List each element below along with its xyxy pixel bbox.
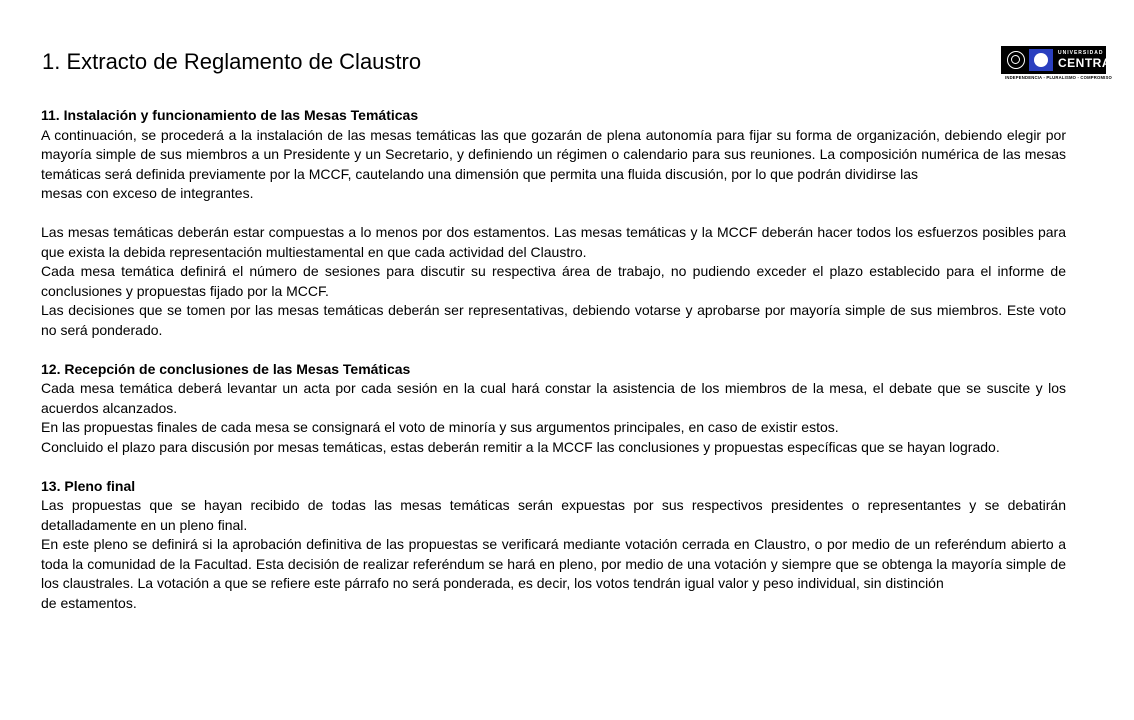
section-11-paragraph-4: Las decisiones que se tomen por las mesas temáticas deberán ser representativas, debiendo votarse y aprobarse por mayoría simple de sus miembros. Este voto no será ponderado. bbox=[41, 302, 1066, 338]
section-13-paragraph-1: Las propuestas que se hayan recibido de todas las mesas temáticas serán expuestas por sus respectivos presidentes o representantes y se debatirán detalladamente en un pleno final. bbox=[41, 497, 1066, 533]
globe-icon bbox=[1007, 51, 1025, 69]
document-body bbox=[41, 106, 1066, 613]
university-logo bbox=[1001, 46, 1119, 84]
section-11-heading: 11. Instalación y funcionamiento de las Mesas Temáticas bbox=[41, 107, 419, 123]
section-11-paragraph-1b: mesas con exceso de integrantes. bbox=[41, 185, 254, 201]
section-12-paragraph-3: Concluido el plazo para discusión por mesas temáticas, estas deberán remitir a la MCCF las conclusiones y propuestas específicas que se hayan logrado. bbox=[41, 438, 1000, 455]
spacer bbox=[41, 340, 1066, 360]
section-13-paragraph-2b: de estamentos. bbox=[41, 594, 137, 611]
section-12-paragraph-1: Cada mesa temática deberá levantar un acta por cada sesión en la cual hará constar la asistencia de los miembros de la mesa, el debate que se suscite y los acuerdos alcanzados. bbox=[41, 380, 1066, 416]
section-13-paragraph-2: En este pleno se definirá si la aprobación definitiva de las propuestas se verificará mediante votación cerrada en Claustro, o por medio de un referéndum abierto a toda la comunidad de la Facultad. Esta decisión de realizar referéndum se hará en pleno, por medio de una votación y siempre que se obtenga la mayoría simple de los claustrales. La votación a que se refiere este párrafo no será ponderada, es decir, los votos tendrán igual valor y peso individual, sin distinción bbox=[41, 536, 1066, 591]
logo-box bbox=[1001, 46, 1119, 74]
section-12-heading: 12. Recepción de conclusiones de las Mesas Temáticas bbox=[41, 360, 411, 377]
section-11-paragraph-1: A continuación, se procederá a la instalación de las mesas temáticas las que gozarán de plena autonomía para fijar su forma de organización, debiendo elegir por mayoría simple de sus miembros a un Presidente y un Secretario, y definiendo un régimen o calendario para sus reuniones. La composición numérica de las mesas temáticas será definida previamente por la MCCF, cautelando una dimensión que permita una fluida discusión, por lo que podrán dividirse las bbox=[41, 126, 1066, 182]
logo-name: CENTRAL bbox=[1058, 56, 1119, 70]
section-11-paragraph-3: Cada mesa temática definirá el número de sesiones para discutir su respectiva área de trabajo, no pudiendo exceder el plazo establecido para el informe de conclusiones y propuestas fijado por la MCCF. bbox=[41, 263, 1066, 299]
spacer bbox=[41, 457, 1066, 477]
section-11-paragraph-2: Las mesas temáticas deberán estar compuestas a lo menos por dos estamentos. Las mesas temáticas y la MCCF deberán hacer todos los esfuerzos posibles para que exista la debida representación multiestamental en que cada actividad del Claustro. bbox=[41, 224, 1066, 260]
section-13-heading: 13. Pleno final bbox=[41, 477, 136, 494]
logo-top-text: UNIVERSIDAD bbox=[1058, 50, 1104, 56]
page-title: 1. Extracto de Reglamento de Claustro bbox=[42, 49, 422, 74]
logo-tagline: INDEPENDENCIA - PLURALISMO - COMPROMISO bbox=[1005, 75, 1112, 80]
logo-emblem-icon bbox=[1029, 49, 1053, 71]
spacer bbox=[41, 204, 1066, 224]
section-12-paragraph-2: En las propuestas finales de cada mesa se consignará el voto de minoría y sus argumentos principales, en caso de existir estos. bbox=[41, 419, 839, 435]
